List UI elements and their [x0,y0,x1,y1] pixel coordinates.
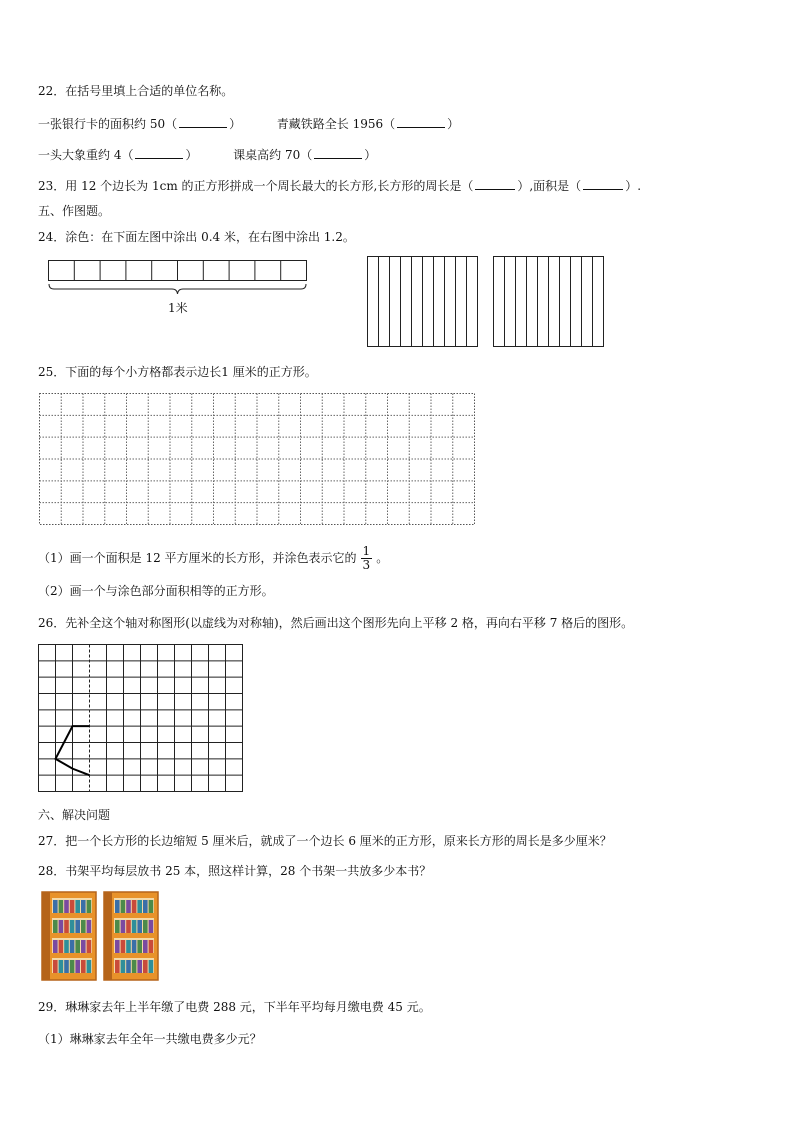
q26-title: 26．先补全这个轴对称图形(以虚线为对称轴)，然后画出这个图形先向上平移 2 格，再向右平移 7 格后的图形。 [38,616,634,630]
q24-strip-figure [48,258,310,298]
book [126,920,131,933]
q25-fraction [361,545,373,572]
q23-part1: 23．用 12 个边长为 1cm 的正方形拼成一个周长最大的长方形,长方形的周长是（ [38,179,474,193]
book [126,940,131,953]
book [115,940,120,953]
q22-row1 [38,117,459,131]
book [59,960,64,973]
q22-item4-prefix: 课桌高约 70（ [233,148,313,162]
book [143,920,148,933]
q22-item4-suffix: ） [364,148,377,162]
book [70,900,75,913]
book [53,900,58,913]
book [75,960,80,973]
shelf-side [104,892,112,980]
q22-item3-prefix: 一头大象重约 4（ [38,148,134,162]
q26-grid[interactable] [38,644,244,794]
q24-brace [49,284,306,294]
q22-blank4[interactable] [314,148,362,159]
book [64,900,69,913]
book [87,940,92,953]
book [121,940,126,953]
book [132,960,137,973]
book [121,920,126,933]
q29-sub1: （1）琳琳家去年全年一共缴电费多少元？ [38,1032,262,1046]
shelf-side [42,892,50,980]
book [143,900,148,913]
book [75,900,80,913]
q23-blank-area[interactable] [583,179,623,190]
book [143,960,148,973]
q25-dotted-grid[interactable] [39,393,479,527]
q29-title: 29．琳琳家去年上半年缴了电费 288 元，下半年平均每月缴电费 45 元。 [38,1000,431,1014]
book [132,940,137,953]
bookshelf-image-1 [40,890,100,982]
book [132,920,137,933]
q24-ruler-label: 1米 [168,301,188,315]
q25-frac-num: 1 [362,544,371,558]
book [70,960,75,973]
q22-blank1[interactable] [179,117,227,128]
book [115,900,120,913]
q22-item1-suffix: ） [229,117,242,131]
q23-part3: ）. [625,179,642,193]
q25-sub1-text: （1）画一个面积是 12 平方厘米的长方形，并涂色表示它的 [38,551,357,565]
q23 [38,179,641,193]
q25-title: 25．下面的每个小方格都表示边长1 厘米的正方形。 [38,365,317,379]
book [121,960,126,973]
book [75,940,80,953]
book [137,960,142,973]
book [115,920,120,933]
q22-item2-prefix: 青藏铁路全长 1956（ [276,117,396,131]
book [81,940,86,953]
book [126,960,131,973]
q24-grid-left[interactable] [367,256,479,348]
book [126,900,131,913]
book [81,900,86,913]
book [64,940,69,953]
book [70,940,75,953]
bookshelf-image-2 [102,890,162,982]
q22-row2 [38,148,376,162]
book [87,960,92,973]
q25-frac-den: 3 [362,558,371,572]
q24-title: 24．涂色：在下面左图中涂出 0.4 米，在右图中涂出 1.2。 [38,230,355,244]
q22-blank3[interactable] [135,148,183,159]
q22-blank2[interactable] [397,117,445,128]
q22-item1-prefix: 一张银行卡的面积约 50（ [38,117,178,131]
q28: 28．书架平均每层放书 25 本，照这样计算，28 个书架一共放多少本书？ [38,864,432,878]
book [75,920,80,933]
book [115,960,120,973]
book [149,920,154,933]
book [149,960,154,973]
book [59,920,64,933]
section-5-heading: 五、作图题。 [38,204,111,218]
book [137,920,142,933]
book [64,920,69,933]
book [59,900,64,913]
book [81,960,86,973]
section-6-heading: 六、解决问题 [38,808,111,822]
book [59,940,64,953]
q25-sub1 [38,545,388,572]
book [53,940,58,953]
q23-part2: ）,面积是（ [517,179,582,193]
book [87,920,92,933]
book [149,900,154,913]
q27: 27．把一个长方形的长边缩短 5 厘米后，就成了一个边长 6 厘米的正方形，原来长方形的周长是多少厘米？ [38,834,612,848]
book [137,900,142,913]
book [70,920,75,933]
book [137,940,142,953]
q23-blank-perimeter[interactable] [475,179,515,190]
book [64,960,69,973]
book [149,940,154,953]
q22-title: 22．在括号里填上合适的单位名称。 [38,84,234,98]
q22-item3-suffix: ） [185,148,198,162]
book [53,960,58,973]
q22-item2-suffix: ） [447,117,460,131]
q25-sub2: （2）画一个与涂色部分面积相等的正方形。 [38,584,274,598]
book [143,940,148,953]
book [53,920,58,933]
book [81,920,86,933]
q25-sub1-end: 。 [376,551,389,565]
book [87,900,92,913]
q24-grid-right[interactable] [493,256,605,348]
book [132,900,137,913]
book [121,900,126,913]
